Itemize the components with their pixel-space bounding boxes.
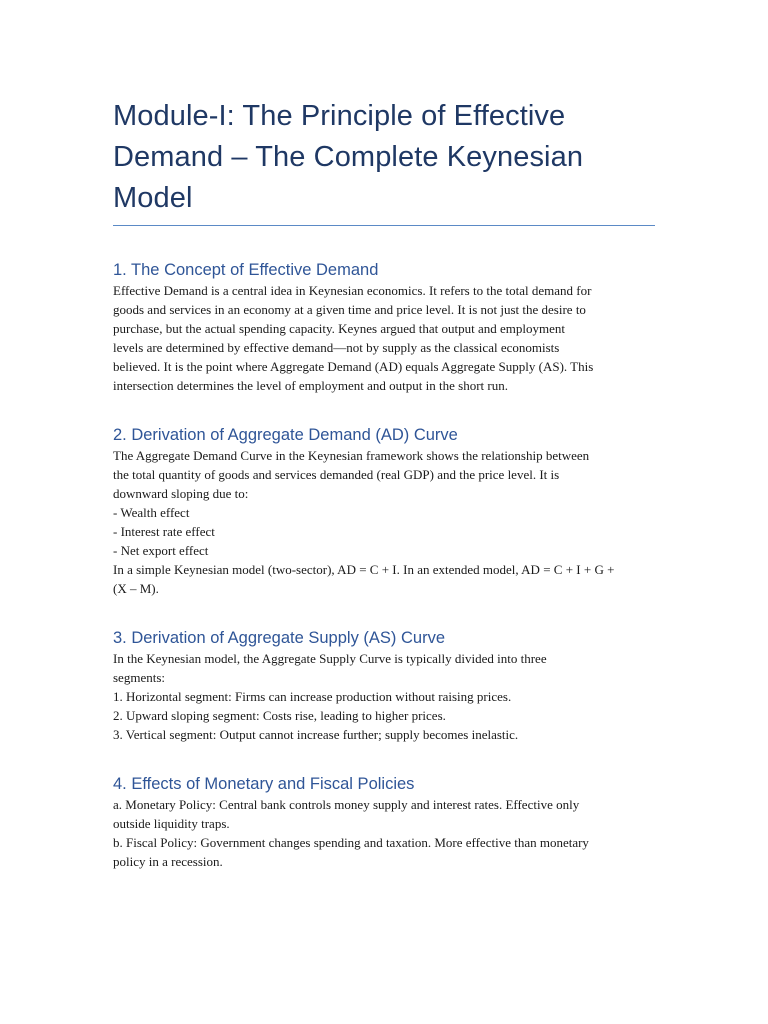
title-line-3: Model <box>113 182 193 214</box>
list-item: - Wealth effect <box>113 505 190 520</box>
document-title <box>113 96 658 225</box>
body-line: the total quantity of goods and services demanded (real GDP) and the price level. It is <box>113 467 560 482</box>
section-effective-demand <box>113 259 658 395</box>
body-line: levels are determined by effective demand—not by supply as the classical economists <box>113 340 560 355</box>
body-line: In the Keynesian model, the Aggregate Supply Curve is typically divided into three <box>113 651 547 666</box>
section-heading: 3. Derivation of Aggregate Supply (AS) Curve <box>113 629 446 647</box>
body-line: outside liquidity traps. <box>113 816 230 831</box>
body-line: believed. It is the point where Aggregate Demand (AD) equals Aggregate Supply (AS). This <box>113 359 594 374</box>
section-body <box>113 446 658 598</box>
title-divider <box>113 225 655 226</box>
list-item: 1. Horizontal segment: Firms can increase production without raising prices. <box>113 689 512 704</box>
section-policies <box>113 773 658 871</box>
body-line: a. Monetary Policy: Central bank controls money supply and interest rates. Effective only <box>113 797 580 812</box>
body-line: goods and services in an economy at a given time and price level. It is not just the desire to <box>113 302 586 317</box>
document-page <box>113 96 658 871</box>
section-heading: 2. Derivation of Aggregate Demand (AD) Curve <box>113 426 458 444</box>
title-line-1: Module-I: The Principle of Effective <box>113 100 566 132</box>
list-item: 3. Vertical segment: Output cannot increase further; supply becomes inelastic. <box>113 727 519 742</box>
body-line: b. Fiscal Policy: Government changes spending and taxation. More effective than monetary <box>113 835 589 850</box>
section-aggregate-supply <box>113 627 658 744</box>
body-line: (X – M). <box>113 581 159 596</box>
body-line: downward sloping due to: <box>113 486 249 501</box>
section-heading: 1. The Concept of Effective Demand <box>113 261 379 279</box>
list-item: 2. Upward sloping segment: Costs rise, leading to higher prices. <box>113 708 446 723</box>
section-heading: 4. Effects of Monetary and Fiscal Policies <box>113 775 415 793</box>
body-line: intersection determines the level of employment and output in the short run. <box>113 378 508 393</box>
section-body <box>113 281 658 395</box>
body-line: purchase, but the actual spending capacity. Keynes argued that output and employment <box>113 321 565 336</box>
list-item: - Net export effect <box>113 543 209 558</box>
list-item: - Interest rate effect <box>113 524 215 539</box>
body-line: The Aggregate Demand Curve in the Keynesian framework shows the relationship between <box>113 448 590 463</box>
section-aggregate-demand <box>113 424 658 598</box>
body-line: policy in a recession. <box>113 854 223 869</box>
section-body <box>113 649 658 744</box>
body-line: segments: <box>113 670 165 685</box>
body-line: Effective Demand is a central idea in Keynesian economics. It refers to the total demand for <box>113 283 592 298</box>
title-line-2: Demand – The Complete Keynesian <box>113 141 584 173</box>
section-body <box>113 795 658 871</box>
body-line: In a simple Keynesian model (two-sector), AD = C + I. In an extended model, AD = C + I + G + <box>113 562 615 577</box>
